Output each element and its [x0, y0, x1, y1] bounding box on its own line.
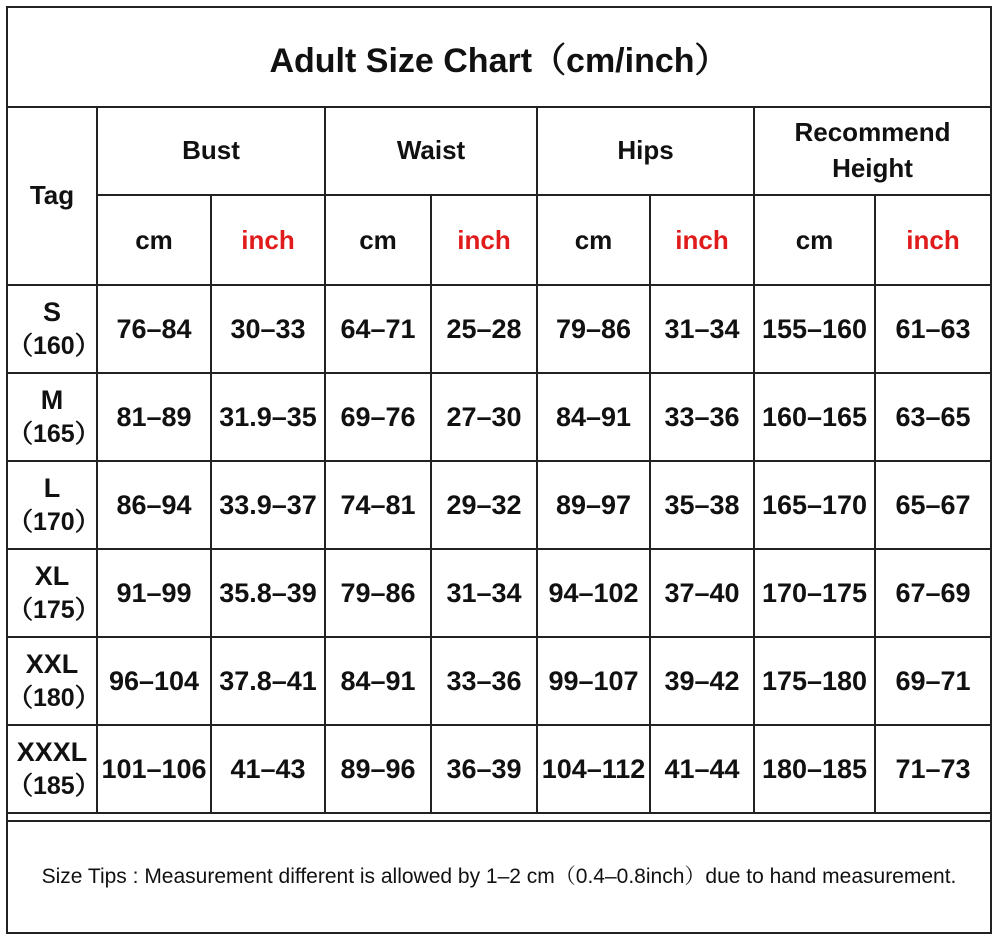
- hips-cm: 89–97: [537, 461, 650, 549]
- waist-inch: 36–39: [431, 725, 537, 813]
- unit-inch: inch: [211, 195, 325, 285]
- hips-inch: 39–42: [650, 637, 754, 725]
- size-height: （180）: [8, 684, 100, 712]
- waist-inch: 33–36: [431, 637, 537, 725]
- waist-cm: 64–71: [325, 285, 431, 373]
- size-tag: [8, 549, 100, 637]
- hips-cm: 104–112: [537, 725, 650, 813]
- hips-inch: 41–44: [650, 725, 754, 813]
- height-inch: 63–65: [875, 373, 990, 461]
- waist-inch: 31–34: [431, 549, 537, 637]
- size-label: XL: [34, 561, 70, 591]
- table-row: [8, 461, 990, 549]
- height-inch: 65–67: [875, 461, 990, 549]
- height-cm: 170–175: [754, 549, 875, 637]
- waist-header: Waist: [325, 106, 537, 195]
- bust-inch: 33.9–37: [211, 461, 325, 549]
- height-cm: 165–170: [754, 461, 875, 549]
- unit-cm: cm: [537, 195, 650, 285]
- unit-inch: inch: [875, 195, 990, 285]
- hips-cm: 94–102: [537, 549, 650, 637]
- bust-inch: 41–43: [211, 725, 325, 813]
- table-row: [8, 637, 990, 725]
- size-chart: [6, 6, 992, 934]
- size-label: M: [40, 385, 64, 415]
- size-height: （165）: [8, 420, 100, 448]
- size-label: L: [43, 473, 61, 503]
- waist-cm: 74–81: [325, 461, 431, 549]
- size-label: XXL: [25, 649, 79, 679]
- table-row: [8, 373, 990, 461]
- waist-inch: 29–32: [431, 461, 537, 549]
- height-inch: 69–71: [875, 637, 990, 725]
- bust-cm: 86–94: [97, 461, 211, 549]
- size-tag: [8, 285, 100, 373]
- hips-cm: 84–91: [537, 373, 650, 461]
- table-row: [8, 549, 990, 637]
- hips-inch: 31–34: [650, 285, 754, 373]
- hips-inch: 37–40: [650, 549, 754, 637]
- hips-header: Hips: [537, 106, 754, 195]
- hips-inch: 33–36: [650, 373, 754, 461]
- hips-cm: 79–86: [537, 285, 650, 373]
- size-table: [8, 106, 990, 814]
- bust-inch: 31.9–35: [211, 373, 325, 461]
- bust-cm: 101–106: [97, 725, 211, 813]
- hips-cm: 99–107: [537, 637, 650, 725]
- size-tag: [8, 725, 100, 813]
- size-label: S: [42, 297, 61, 327]
- waist-cm: 69–76: [325, 373, 431, 461]
- unit-cm: cm: [325, 195, 431, 285]
- waist-cm: 89–96: [325, 725, 431, 813]
- size-height: （160）: [8, 332, 100, 360]
- unit-cm: cm: [754, 195, 875, 285]
- height-inch: 71–73: [875, 725, 990, 813]
- unit-cm: cm: [97, 195, 211, 285]
- unit-inch: inch: [650, 195, 754, 285]
- height-inch: 61–63: [875, 285, 990, 373]
- bust-cm: 96–104: [97, 637, 211, 725]
- waist-cm: 79–86: [325, 549, 431, 637]
- bust-header: Bust: [97, 106, 325, 195]
- size-label: XXXL: [16, 737, 88, 767]
- chart-title: Adult Size Chart（cm/inch）: [8, 8, 990, 108]
- size-height: （170）: [8, 508, 100, 536]
- size-height: （185）: [8, 772, 100, 800]
- bust-inch: 35.8–39: [211, 549, 325, 637]
- waist-inch: 25–28: [431, 285, 537, 373]
- height-inch: 67–69: [875, 549, 990, 637]
- waist-inch: 27–30: [431, 373, 537, 461]
- size-height: （175）: [8, 596, 100, 624]
- height-cm: 155–160: [754, 285, 875, 373]
- recommend-height-header: Recommend Height: [754, 106, 990, 195]
- table-row: [8, 285, 990, 373]
- size-tag: [8, 637, 100, 725]
- table-row: [8, 725, 990, 813]
- tag-header: Tag: [8, 106, 97, 285]
- bust-cm: 76–84: [97, 285, 211, 373]
- size-tips: Size Tips : Measurement different is allowed by 1–2 cm（0.4–0.8inch）due to hand measurement.: [8, 820, 990, 932]
- height-cm: 160–165: [754, 373, 875, 461]
- bust-inch: 37.8–41: [211, 637, 325, 725]
- height-cm: 180–185: [754, 725, 875, 813]
- bust-cm: 81–89: [97, 373, 211, 461]
- bust-inch: 30–33: [211, 285, 325, 373]
- height-cm: 175–180: [754, 637, 875, 725]
- size-tag: [8, 461, 100, 549]
- unit-inch: inch: [431, 195, 537, 285]
- waist-cm: 84–91: [325, 637, 431, 725]
- size-tag: [8, 373, 100, 461]
- bust-cm: 91–99: [97, 549, 211, 637]
- hips-inch: 35–38: [650, 461, 754, 549]
